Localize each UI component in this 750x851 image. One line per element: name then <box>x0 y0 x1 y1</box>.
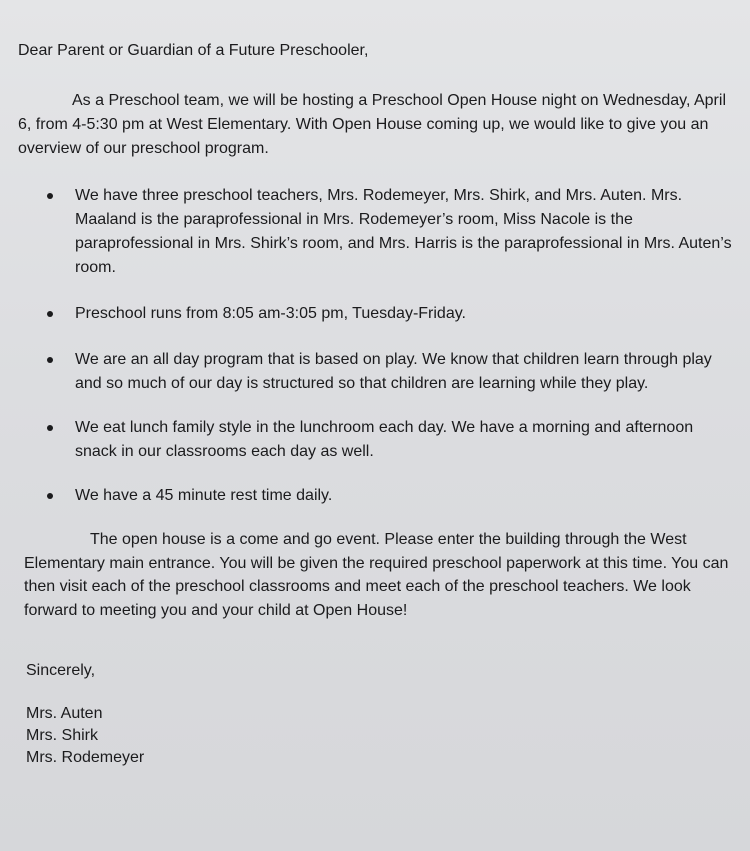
bullet-dot-icon <box>47 493 53 499</box>
bullet-dot-icon <box>47 425 53 431</box>
bullet-dot-icon <box>47 357 53 363</box>
signoff: Sincerely, <box>26 662 96 679</box>
closing-paragraph: The open house is a come and go event. Please enter the building through the West Elementary main entrance. You will be given the required preschool paperwork at this time. You can then visit each of the preschool classrooms and meet each of the preschool teachers. We look forward to meeting you and your child at Open House! <box>24 531 729 619</box>
signer-name: Mrs. Rodemeyer <box>26 749 145 766</box>
list-item-text: We are an all day program that is based on play. We know that children learn through play and so much of our day is structured so that children are learning while they play. <box>75 351 712 392</box>
bullet-dot-icon <box>47 311 53 317</box>
list-item <box>0 348 750 396</box>
program-overview-list <box>0 184 750 508</box>
list-item <box>0 416 750 464</box>
intro-paragraph: As a Preschool team, we will be hosting a Preschool Open House night on Wednesday, April 6, from 4-5:30 pm at West Elementary. With Open House coming up, we would like to give you an overview of our preschool program. <box>18 92 726 157</box>
list-item <box>0 184 750 280</box>
signer-name: Mrs. Auten <box>26 705 103 722</box>
signer-list <box>26 703 144 769</box>
list-item-text: We have a 45 minute rest time daily. <box>75 487 333 504</box>
bullet-dot-icon <box>47 193 53 199</box>
signer-name: Mrs. Shirk <box>26 727 98 744</box>
list-item-text: We have three preschool teachers, Mrs. Rodemeyer, Mrs. Shirk, and Mrs. Auten. Mrs. Maaland is the paraprofessional in Mrs. Rodemeyer’s room, Miss Nacole is the paraprofessional in Mrs. Shirk’s room, and Mrs. Harris is the paraprofessional in Mrs. Auten’s room. <box>75 187 732 276</box>
list-item-text: We eat lunch family style in the lunchroom each day. We have a morning and afternoon snack in our classrooms each day as well. <box>75 419 694 460</box>
list-item <box>0 484 750 508</box>
salutation: Dear Parent or Guardian of a Future Preschooler, <box>18 42 369 59</box>
list-item-text: Preschool runs from 8:05 am-3:05 pm, Tuesday-Friday. <box>75 305 466 322</box>
list-item <box>0 302 750 326</box>
